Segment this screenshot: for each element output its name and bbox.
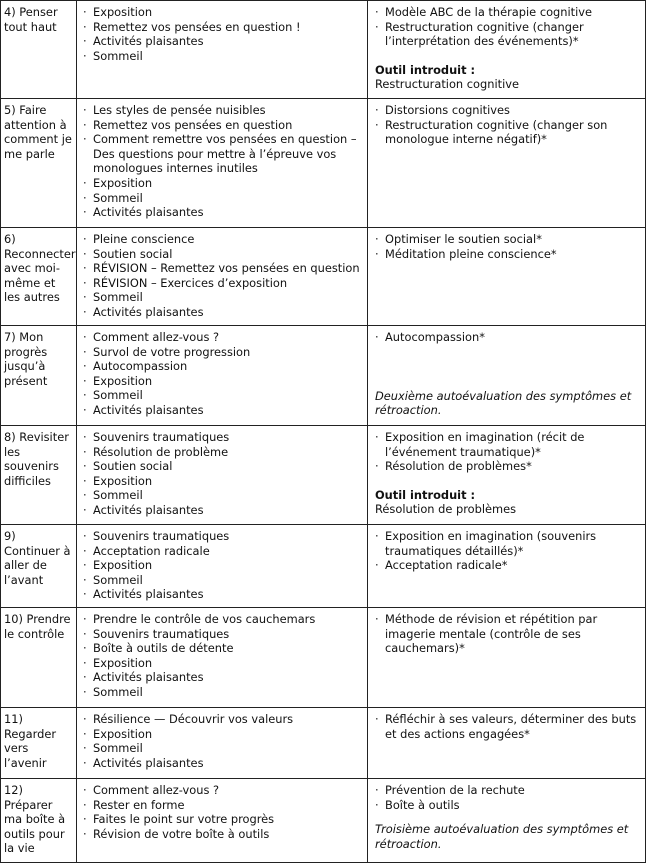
session-title: 12) Préparer ma boîte à outils pour la vie — [1, 779, 77, 863]
list-item: · Restructuration cognitive (changer son monologue interne négatif)* — [375, 118, 639, 147]
list-item: · Méditation pleine conscience* — [375, 247, 639, 262]
list-item: · Exposition — [83, 374, 363, 389]
session-topics — [368, 779, 646, 863]
list-item: · Activités plaisantes — [83, 587, 363, 602]
topics-list — [375, 612, 639, 656]
list-item: · Sommeil — [83, 49, 363, 64]
session-title: 7) Mon progrès jusqu’à présent — [1, 326, 77, 426]
tool-introduced-label: Outil introduit : — [375, 62, 476, 77]
topics-list — [375, 529, 639, 573]
list-item: · Sommeil — [83, 388, 363, 403]
contents-list — [83, 430, 363, 518]
session-title: 9) Continuer à aller de l’avant — [1, 525, 77, 608]
list-item: · Restructuration cognitive (changer l’interprétation des événements)* — [375, 20, 639, 49]
session-title: 6) Reconnecter avec moi-même et les autres — [1, 228, 77, 326]
topics-list — [375, 232, 639, 261]
list-item: · Résolution de problèmes* — [375, 459, 639, 474]
list-item: · Remettez vos pensées en question — [83, 118, 363, 133]
list-item: · Comment allez-vous ? — [83, 783, 363, 798]
table-row — [1, 228, 646, 326]
list-item: · Souvenirs traumatiques — [83, 430, 363, 445]
list-item: · Les styles de pensée nuisibles — [83, 103, 363, 118]
contents-list — [83, 103, 363, 220]
list-item: · Sommeil — [83, 290, 363, 305]
session-contents — [77, 228, 368, 326]
session-topics — [368, 426, 646, 525]
contents-list — [83, 5, 363, 63]
list-item: · Survol de votre progression — [83, 345, 363, 360]
list-item: · Sommeil — [83, 741, 363, 756]
topics-list — [375, 330, 639, 345]
list-item: · Distorsions cognitives — [375, 103, 639, 118]
list-item: · Autocompassion* — [375, 330, 639, 345]
tool-introduced-value: Résolution de problèmes — [375, 502, 517, 517]
list-item: · Exposition — [83, 727, 363, 742]
list-item: · Activités plaisantes — [83, 34, 363, 49]
list-item: · Soutien social — [83, 459, 363, 474]
list-item: · Optimiser le soutien social* — [375, 232, 639, 247]
session-topics — [368, 326, 646, 426]
topics-list — [375, 430, 639, 474]
session-title: 11) Regarder vers l’avenir — [1, 708, 77, 779]
tool-introduced-value: Restructuration cognitive — [375, 77, 519, 92]
list-item: · Souvenirs traumatiques — [83, 627, 363, 642]
self-assessment-note: Troisième autoévaluation des symptômes et rétroaction. — [375, 822, 629, 851]
list-item: · Exposition — [83, 656, 363, 671]
list-item: · Comment allez-vous ? — [83, 330, 363, 345]
topics-list — [375, 783, 639, 812]
list-item: · Sommeil — [83, 191, 363, 206]
list-item: · Révision de votre boîte à outils — [83, 827, 363, 842]
list-item: · Faites le point sur votre progrès — [83, 812, 363, 827]
list-item: · Comment remettre vos pensées en question – Des questions pour mettre à l’épreuve vos monologues internes inutiles — [83, 132, 363, 176]
contents-list — [83, 330, 363, 418]
table-row — [1, 1, 646, 99]
list-item: · Boîte à outils — [375, 798, 639, 813]
session-contents — [77, 608, 368, 708]
list-item: · Modèle ABC de la thérapie cognitive — [375, 5, 639, 20]
contents-list — [83, 232, 363, 320]
contents-list — [83, 712, 363, 770]
list-item: · Sommeil — [83, 488, 363, 503]
list-item: · Exposition — [83, 558, 363, 573]
list-item: · RÉVISION – Exercices d’exposition — [83, 276, 363, 291]
list-item: · Activités plaisantes — [83, 305, 363, 320]
list-item: · Sommeil — [83, 573, 363, 588]
table-row — [1, 779, 646, 863]
list-item: · Remettez vos pensées en question ! — [83, 20, 363, 35]
list-item: · Rester en forme — [83, 798, 363, 813]
list-item: · Résolution de problème — [83, 445, 363, 460]
session-contents — [77, 426, 368, 525]
list-item: · Acceptation radicale* — [375, 558, 639, 573]
session-topics — [368, 708, 646, 779]
list-item: · Exposition — [83, 474, 363, 489]
session-contents — [77, 99, 368, 228]
list-item: · Exposition en imagination (souvenirs traumatiques détaillés)* — [375, 529, 639, 558]
list-item: · Autocompassion — [83, 359, 363, 374]
list-item: · Résilience — Découvrir vos valeurs — [83, 712, 363, 727]
list-item: · Pleine conscience — [83, 232, 363, 247]
list-item: · Acceptation radicale — [83, 544, 363, 559]
list-item: · Boîte à outils de détente — [83, 641, 363, 656]
list-item: · Souvenirs traumatiques — [83, 529, 363, 544]
session-contents — [77, 1, 368, 99]
session-topics — [368, 1, 646, 99]
list-item: · Prévention de la rechute — [375, 783, 639, 798]
table-row — [1, 708, 646, 779]
topics-list — [375, 712, 639, 741]
table-row — [1, 608, 646, 708]
session-topics — [368, 525, 646, 608]
list-item: · Sommeil — [83, 685, 363, 700]
contents-list — [83, 783, 363, 841]
table-row — [1, 525, 646, 608]
session-title: 5) Faire attention à comment je me parle — [1, 99, 77, 228]
table-row — [1, 426, 646, 525]
list-item: · Méthode de révision et répétition par imagerie mentale (contrôle de ses cauchemars)* — [375, 612, 639, 656]
session-contents — [77, 525, 368, 608]
list-item: · Activités plaisantes — [83, 205, 363, 220]
list-item: · Exposition — [83, 5, 363, 20]
tool-introduced-label: Outil introduit : — [375, 487, 476, 502]
list-item: · Activités plaisantes — [83, 403, 363, 418]
list-item: · Activités plaisantes — [83, 670, 363, 685]
contents-list — [83, 612, 363, 700]
list-item: · RÉVISION – Remettez vos pensées en question — [83, 261, 363, 276]
session-topics — [368, 99, 646, 228]
topics-list — [375, 103, 639, 147]
self-assessment-note: Deuxième autoévaluation des symptômes et rétroaction. — [375, 388, 632, 418]
list-item: · Réfléchir à ses valeurs, déterminer des buts et des actions engagées* — [375, 712, 639, 741]
list-item: · Exposition en imagination (récit de l’événement traumatique)* — [375, 430, 639, 459]
list-item: · Soutien social — [83, 247, 363, 262]
session-title: 8) Revisiter les souvenirs difficiles — [1, 426, 77, 525]
list-item: · Activités plaisantes — [83, 503, 363, 518]
list-item: · Exposition — [83, 176, 363, 191]
session-title: 4) Penser tout haut — [1, 1, 77, 99]
table-row — [1, 326, 646, 426]
session-contents — [77, 326, 368, 426]
session-title: 10) Prendre le contrôle — [1, 608, 77, 708]
topics-list — [375, 5, 639, 49]
contents-list — [83, 529, 363, 602]
session-contents — [77, 779, 368, 863]
table-row — [1, 99, 646, 228]
session-topics — [368, 228, 646, 326]
session-contents — [77, 708, 368, 779]
session-topics — [368, 608, 646, 708]
list-item: · Activités plaisantes — [83, 756, 363, 771]
list-item: · Prendre le contrôle de vos cauchemars — [83, 612, 363, 627]
